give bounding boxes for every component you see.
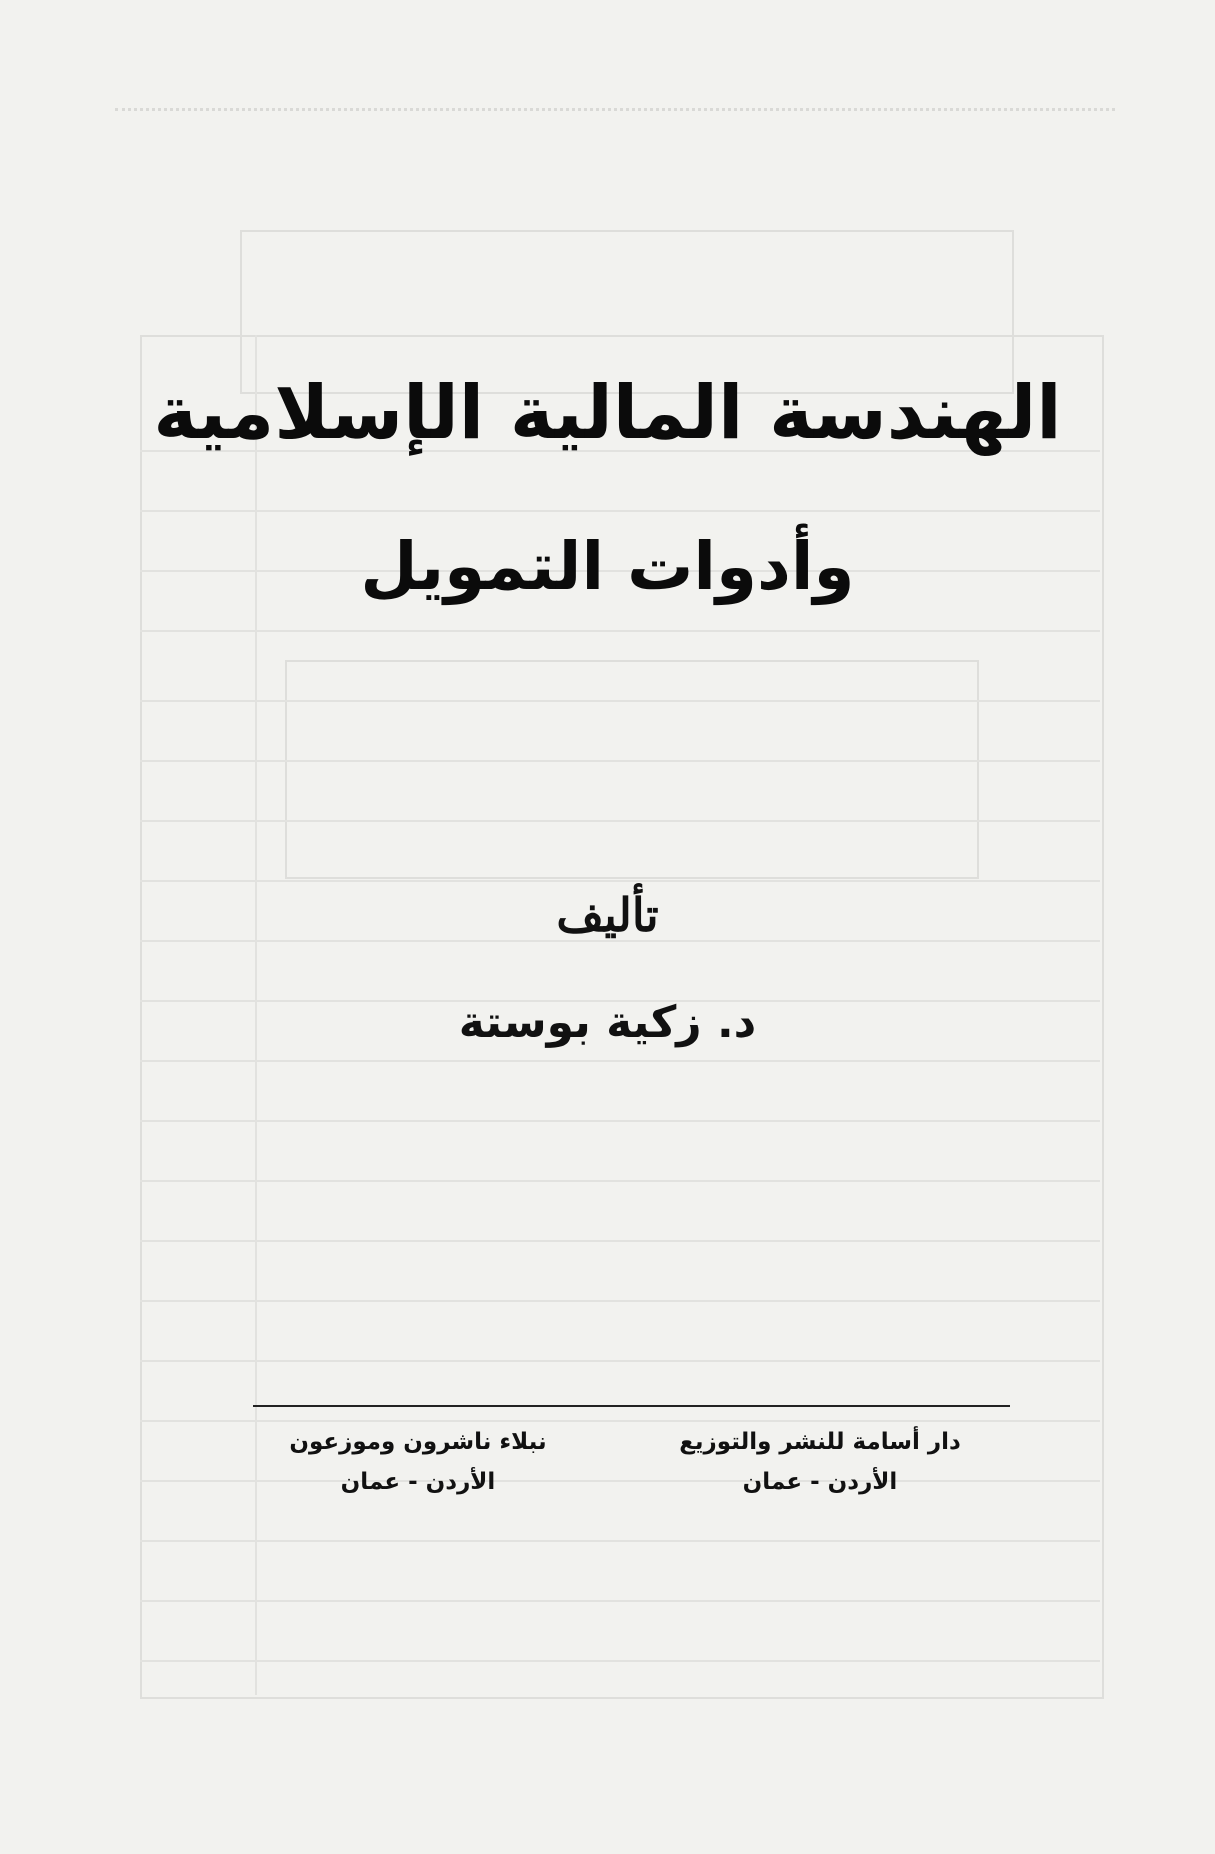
bleed-through-row [140,1240,1100,1242]
bleed-through-row [140,1600,1100,1602]
bleed-through-dotted-line [115,108,1115,111]
bleed-through-row [140,510,1100,512]
bleed-through-row [140,630,1100,632]
bleed-through-row [140,1540,1100,1542]
bleed-through-row [140,1660,1100,1662]
author-name: د. زكية بوستة [458,997,757,1048]
bleed-through-row [140,1300,1100,1302]
byline-label: تأليف [556,888,659,942]
publisher-location: الأردن - عمان [742,1469,898,1495]
bleed-through-row [140,880,1100,882]
bleed-through-inner-box [285,660,979,879]
bleed-through-row [140,1120,1100,1122]
publisher-nubalaa [268,1422,568,1502]
book-title: الهندسة المالية الإسلامية [153,370,1062,456]
publisher-location: الأردن - عمان [340,1469,496,1495]
book-subtitle: وأدوات التمويل [360,528,855,605]
divider-rule [253,1405,1010,1407]
bleed-through-row [140,1060,1100,1062]
bleed-through-row [140,1180,1100,1182]
bleed-through-row [140,760,1100,762]
publisher-osama [670,1422,970,1502]
bleed-through-row [140,1360,1100,1362]
publisher-name: نبلاء ناشرون وموزعون [289,1429,547,1455]
bleed-through-row [140,820,1100,822]
publisher-name: دار أسامة للنشر والتوزيع [679,1429,961,1455]
bleed-through-row [140,700,1100,702]
